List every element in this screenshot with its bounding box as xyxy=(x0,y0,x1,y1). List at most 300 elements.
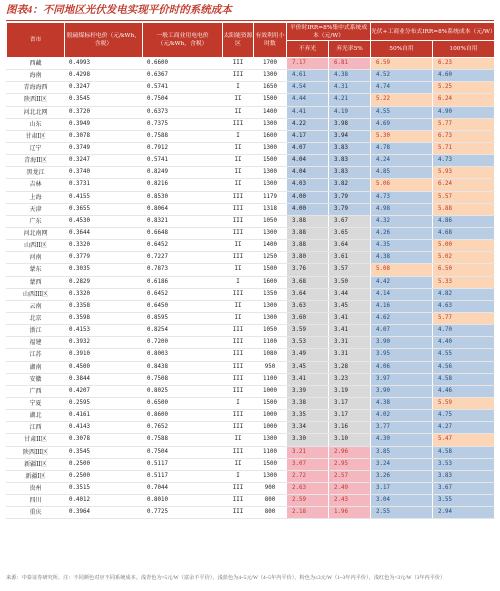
dist-cost-50-cell: 4.24 xyxy=(371,155,433,167)
grid-cost-cell: 4.17 xyxy=(287,130,329,142)
coal-price-cell: 0.3247 xyxy=(65,82,143,94)
grid-cost-curtail-cell: 3.44 xyxy=(329,288,371,300)
dist-cost-50-cell: 4.26 xyxy=(371,227,433,239)
grid-cost-curtail-cell: 3.41 xyxy=(329,312,371,324)
coal-price-cell: 0.2500 xyxy=(65,470,143,482)
dist-cost-100-cell: 5.93 xyxy=(433,167,495,179)
dist-cost-100-cell: 4.82 xyxy=(433,288,495,300)
province-cell: 宁夏 xyxy=(7,397,65,409)
dist-cost-100-cell: 5.77 xyxy=(433,312,495,324)
grid-cost-cell: 4.44 xyxy=(287,94,329,106)
province-cell: 蒙西 xyxy=(7,276,65,288)
grid-cost-cell: 2.63 xyxy=(287,482,329,494)
industrial-price-cell: 0.8254 xyxy=(143,325,223,337)
dist-cost-50-cell: 4.38 xyxy=(371,397,433,409)
province-cell: 天津 xyxy=(7,203,65,215)
solar-zone-cell: II xyxy=(223,142,254,154)
solar-zone-cell: III xyxy=(223,482,254,494)
dist-cost-100-cell: 5.77 xyxy=(433,118,495,130)
dist-cost-100-cell: 5.25 xyxy=(433,82,495,94)
coal-price-cell: 0.3598 xyxy=(65,312,143,324)
solar-zone-cell: III xyxy=(223,252,254,264)
table-row xyxy=(7,288,495,300)
hours-cell: 1100 xyxy=(254,446,287,458)
coal-price-cell: 0.3964 xyxy=(65,507,143,519)
hours-cell: 1300 xyxy=(254,227,287,239)
dist-cost-100-cell: 6.50 xyxy=(433,264,495,276)
province-cell: 青海海西 xyxy=(7,82,65,94)
dist-cost-100-cell: 5.57 xyxy=(433,191,495,203)
grid-cost-cell: 3.49 xyxy=(287,349,329,361)
industrial-price-cell: 0.8438 xyxy=(143,361,223,373)
dist-cost-100-cell: 4.27 xyxy=(433,422,495,434)
hours-cell: 1650 xyxy=(254,82,287,94)
grid-cost-cell: 3.63 xyxy=(287,300,329,312)
grid-cost-cell: 4.54 xyxy=(287,82,329,94)
hours-cell: 1600 xyxy=(254,276,287,288)
solar-zone-cell: I xyxy=(223,130,254,142)
industrial-price-cell: 0.7508 xyxy=(143,373,223,385)
industrial-price-cell: 0.7375 xyxy=(143,118,223,130)
grid-cost-cell: 3.80 xyxy=(287,252,329,264)
hours-cell: 800 xyxy=(254,495,287,507)
solar-zone-cell: III xyxy=(223,288,254,300)
grid-cost-curtail-cell: 3.50 xyxy=(329,276,371,288)
header-grid-group: 平价时IRR=8%集中式系统成本（元/W） xyxy=(287,23,371,41)
province-cell: 江苏 xyxy=(7,349,65,361)
grid-cost-cell: 4.07 xyxy=(287,142,329,154)
province-cell: 上海 xyxy=(7,191,65,203)
hours-cell: 800 xyxy=(254,507,287,519)
table-row xyxy=(7,70,495,82)
dist-cost-100-cell: 4.68 xyxy=(433,227,495,239)
solar-zone-cell: III xyxy=(223,373,254,385)
dist-cost-100-cell: 4.73 xyxy=(433,155,495,167)
industrial-price-cell: 0.7912 xyxy=(143,142,223,154)
industrial-price-cell: 0.6367 xyxy=(143,70,223,82)
dist-cost-100-cell: 2.94 xyxy=(433,507,495,519)
coal-price-cell: 0.2595 xyxy=(65,397,143,409)
grid-cost-curtail-cell: 4.19 xyxy=(329,106,371,118)
hours-cell: 1300 xyxy=(254,470,287,482)
grid-cost-curtail-cell: 3.41 xyxy=(329,325,371,337)
coal-price-cell: 0.3320 xyxy=(65,288,143,300)
dist-cost-100-cell: 4.55 xyxy=(433,349,495,361)
grid-cost-curtail-cell: 2.57 xyxy=(329,470,371,482)
industrial-price-cell: 0.7200 xyxy=(143,337,223,349)
industrial-price-cell: 0.5741 xyxy=(143,155,223,167)
province-cell: 广西 xyxy=(7,385,65,397)
industrial-price-cell: 0.8595 xyxy=(143,312,223,324)
solar-zone-cell: I xyxy=(223,470,254,482)
province-cell: 山西III区 xyxy=(7,288,65,300)
table-row xyxy=(7,507,495,519)
grid-cost-cell: 4.04 xyxy=(287,155,329,167)
table-row xyxy=(7,312,495,324)
grid-cost-curtail-cell: 2.95 xyxy=(329,458,371,470)
grid-cost-curtail-cell: 4.38 xyxy=(329,70,371,82)
industrial-price-cell: 0.7725 xyxy=(143,507,223,519)
province-cell: 湖南 xyxy=(7,361,65,373)
dist-cost-50-cell: 5.06 xyxy=(371,179,433,191)
dist-cost-50-cell: 4.02 xyxy=(371,410,433,422)
coal-price-cell: 0.3910 xyxy=(65,349,143,361)
solar-zone-cell: III xyxy=(223,361,254,373)
industrial-price-cell: 0.7652 xyxy=(143,422,223,434)
hours-cell: 1300 xyxy=(254,434,287,446)
grid-cost-curtail-cell: 3.83 xyxy=(329,142,371,154)
coal-price-cell: 0.2829 xyxy=(65,276,143,288)
industrial-price-cell: 0.8064 xyxy=(143,203,223,215)
grid-cost-curtail-cell: 2.96 xyxy=(329,446,371,458)
province-cell: 甘肃II区 xyxy=(7,434,65,446)
table-row xyxy=(7,276,495,288)
grid-cost-cell: 2.59 xyxy=(287,495,329,507)
dist-cost-50-cell: 3.24 xyxy=(371,458,433,470)
table-row xyxy=(7,240,495,252)
dist-cost-50-cell: 4.30 xyxy=(371,434,433,446)
grid-cost-cell: 4.03 xyxy=(287,179,329,191)
grid-cost-curtail-cell: 3.10 xyxy=(329,434,371,446)
hours-cell: 1179 xyxy=(254,191,287,203)
hours-cell: 1300 xyxy=(254,312,287,324)
dist-cost-100-cell: 5.59 xyxy=(433,397,495,409)
solar-zone-cell: II xyxy=(223,179,254,191)
dist-cost-50-cell: 4.78 xyxy=(371,142,433,154)
header-solar-zone: 太阳能资源区 xyxy=(223,23,254,58)
dist-cost-100-cell: 4.70 xyxy=(433,325,495,337)
table-row xyxy=(7,227,495,239)
header-industrial-price: 一般工商业用电电价（元/kWh，含税） xyxy=(143,23,223,58)
grid-cost-cell: 3.59 xyxy=(287,325,329,337)
industrial-price-cell: 0.6500 xyxy=(143,397,223,409)
table-row xyxy=(7,58,495,70)
table-row xyxy=(7,470,495,482)
grid-cost-curtail-cell: 3.28 xyxy=(329,361,371,373)
grid-cost-cell: 3.41 xyxy=(287,373,329,385)
dist-cost-100-cell: 4.46 xyxy=(433,385,495,397)
grid-cost-curtail-cell: 3.65 xyxy=(329,227,371,239)
province-cell: 新疆II区 xyxy=(7,458,65,470)
hours-cell: 1500 xyxy=(254,397,287,409)
dist-cost-50-cell: 4.74 xyxy=(371,82,433,94)
dist-cost-50-cell: 3.90 xyxy=(371,337,433,349)
province-cell: 黑龙江 xyxy=(7,167,65,179)
grid-cost-cell: 4.00 xyxy=(287,203,329,215)
dist-cost-50-cell: 3.17 xyxy=(371,482,433,494)
table-row xyxy=(7,373,495,385)
table-row xyxy=(7,179,495,191)
table-row xyxy=(7,252,495,264)
industrial-price-cell: 0.7588 xyxy=(143,130,223,142)
dist-cost-100-cell: 6.24 xyxy=(433,94,495,106)
table-row xyxy=(7,215,495,227)
hours-cell: 1100 xyxy=(254,337,287,349)
province-cell: 湖北 xyxy=(7,410,65,422)
hours-cell: 1000 xyxy=(254,385,287,397)
province-cell: 海南 xyxy=(7,70,65,82)
coal-price-cell: 0.3035 xyxy=(65,264,143,276)
coal-price-cell: 0.4530 xyxy=(65,215,143,227)
dist-cost-50-cell: 3.26 xyxy=(371,470,433,482)
grid-cost-curtail-cell: 2.43 xyxy=(329,495,371,507)
grid-cost-cell: 3.39 xyxy=(287,385,329,397)
header-self-use-50: 50%自用 xyxy=(371,41,433,58)
dist-cost-50-cell: 4.32 xyxy=(371,215,433,227)
dist-cost-50-cell: 3.95 xyxy=(371,349,433,361)
grid-cost-curtail-cell: 6.81 xyxy=(329,58,371,70)
grid-cost-cell: 2.72 xyxy=(287,470,329,482)
grid-cost-cell: 4.04 xyxy=(287,167,329,179)
table-row xyxy=(7,203,495,215)
header-dist-group: 光伏+工商业分布式IRR=8%系统成本（元/W） xyxy=(371,23,495,41)
table-row xyxy=(7,361,495,373)
source-footnote: 来源：中泰证券研究所。注：不同颜色对应不同系统成本。浅青色为>5元/W（富余不平价），浅蓝色为4~5元/W（4~5年内平价），粉色为≤3元/W（1~3年内平价），浅红色为<3元/W（3年内平价） xyxy=(6,575,446,581)
province-cell: 四川 xyxy=(7,495,65,507)
grid-cost-curtail-cell: 3.64 xyxy=(329,240,371,252)
grid-cost-cell: 4.00 xyxy=(287,191,329,203)
solar-zone-cell: II xyxy=(223,94,254,106)
dist-cost-100-cell: 3.53 xyxy=(433,458,495,470)
dist-cost-50-cell: 4.07 xyxy=(371,325,433,337)
province-cell: 重庆 xyxy=(7,507,65,519)
grid-cost-curtail-cell: 3.19 xyxy=(329,385,371,397)
solar-zone-cell: III xyxy=(223,337,254,349)
dist-cost-50-cell: 3.04 xyxy=(371,495,433,507)
grid-cost-cell: 4.61 xyxy=(287,70,329,82)
table-row xyxy=(7,142,495,154)
grid-cost-cell: 3.45 xyxy=(287,361,329,373)
dist-cost-100-cell: 4.75 xyxy=(433,410,495,422)
coal-price-cell: 0.4500 xyxy=(65,361,143,373)
hours-cell: 950 xyxy=(254,361,287,373)
dist-cost-50-cell: 4.52 xyxy=(371,70,433,82)
coal-price-cell: 0.4012 xyxy=(65,495,143,507)
table-row xyxy=(7,155,495,167)
header-hours: 有效利用小时数 xyxy=(254,23,287,58)
coal-price-cell: 0.3644 xyxy=(65,227,143,239)
hours-cell: 1300 xyxy=(254,70,287,82)
coal-price-cell: 0.3545 xyxy=(65,446,143,458)
dist-cost-100-cell: 4.86 xyxy=(433,215,495,227)
industrial-price-cell: 0.5117 xyxy=(143,458,223,470)
grid-cost-cell: 3.21 xyxy=(287,446,329,458)
dist-cost-50-cell: 4.16 xyxy=(371,300,433,312)
solar-zone-cell: III xyxy=(223,410,254,422)
dist-cost-100-cell: 3.67 xyxy=(433,482,495,494)
solar-zone-cell: III xyxy=(223,507,254,519)
province-cell: 贵州 xyxy=(7,482,65,494)
system-cost-table xyxy=(6,22,495,519)
table-row xyxy=(7,106,495,118)
dist-cost-50-cell: 3.77 xyxy=(371,422,433,434)
grid-cost-curtail-cell: 3.79 xyxy=(329,203,371,215)
coal-price-cell: 0.3749 xyxy=(65,142,143,154)
industrial-price-cell: 0.6600 xyxy=(143,58,223,70)
grid-cost-curtail-cell: 3.57 xyxy=(329,264,371,276)
hours-cell: 900 xyxy=(254,482,287,494)
solar-zone-cell: III xyxy=(223,325,254,337)
grid-cost-curtail-cell: 3.17 xyxy=(329,397,371,409)
grid-cost-cell: 3.30 xyxy=(287,434,329,446)
grid-cost-curtail-cell: 3.61 xyxy=(329,252,371,264)
solar-zone-cell: II xyxy=(223,155,254,167)
coal-price-cell: 0.3740 xyxy=(65,167,143,179)
grid-cost-curtail-cell: 3.82 xyxy=(329,179,371,191)
dist-cost-50-cell: 4.98 xyxy=(371,203,433,215)
province-cell: 西藏 xyxy=(7,58,65,70)
province-cell: 福建 xyxy=(7,337,65,349)
province-cell: 蒙东 xyxy=(7,264,65,276)
dist-cost-50-cell: 3.85 xyxy=(371,446,433,458)
solar-zone-cell: II xyxy=(223,106,254,118)
solar-zone-cell: III xyxy=(223,385,254,397)
solar-zone-cell: III xyxy=(223,227,254,239)
coal-price-cell: 0.3844 xyxy=(65,373,143,385)
header-no-curtail: 不弃光 xyxy=(287,41,329,58)
dist-cost-100-cell: 4.60 xyxy=(433,70,495,82)
header-province: 省市 xyxy=(7,23,65,58)
coal-price-cell: 0.4153 xyxy=(65,325,143,337)
solar-zone-cell: II xyxy=(223,300,254,312)
table-row xyxy=(7,434,495,446)
grid-cost-cell: 3.34 xyxy=(287,422,329,434)
table-row xyxy=(7,325,495,337)
hours-cell: 1350 xyxy=(254,288,287,300)
hours-cell: 1600 xyxy=(254,130,287,142)
industrial-price-cell: 0.7504 xyxy=(143,94,223,106)
province-cell: 陕西II区 xyxy=(7,94,65,106)
table-row xyxy=(7,82,495,94)
solar-zone-cell: II xyxy=(223,240,254,252)
grid-cost-cell: 3.88 xyxy=(287,227,329,239)
table-row xyxy=(7,495,495,507)
hours-cell: 1000 xyxy=(254,410,287,422)
dist-cost-50-cell: 5.30 xyxy=(371,130,433,142)
table-header-row xyxy=(7,23,495,41)
grid-cost-cell: 4.41 xyxy=(287,106,329,118)
dist-cost-100-cell: 5.71 xyxy=(433,142,495,154)
province-cell: 浙江 xyxy=(7,325,65,337)
figure-title: 图表4：不同地区光伏发电实现平价时的系统成本 xyxy=(6,5,232,16)
table-row xyxy=(7,300,495,312)
industrial-price-cell: 0.6452 xyxy=(143,288,223,300)
industrial-price-cell: 0.8249 xyxy=(143,167,223,179)
table-body xyxy=(7,58,495,519)
table-row xyxy=(7,446,495,458)
grid-cost-cell: 7.17 xyxy=(287,58,329,70)
industrial-price-cell: 0.7873 xyxy=(143,264,223,276)
grid-cost-cell: 3.88 xyxy=(287,215,329,227)
solar-zone-cell: I xyxy=(223,397,254,409)
dist-cost-100-cell: 6.24 xyxy=(433,179,495,191)
province-cell: 安徽 xyxy=(7,373,65,385)
grid-cost-cell: 2.18 xyxy=(287,507,329,519)
solar-zone-cell: II xyxy=(223,264,254,276)
coal-price-cell: 0.3655 xyxy=(65,203,143,215)
province-cell: 山东 xyxy=(7,118,65,130)
grid-cost-cell: 3.76 xyxy=(287,264,329,276)
dist-cost-100-cell: 5.33 xyxy=(433,276,495,288)
header-curtail-5: 弃光率5% xyxy=(329,41,371,58)
solar-zone-cell: II xyxy=(223,312,254,324)
grid-cost-curtail-cell: 4.21 xyxy=(329,94,371,106)
dist-cost-100-cell: 4.63 xyxy=(433,300,495,312)
province-cell: 北京 xyxy=(7,312,65,324)
dist-cost-100-cell: 3.55 xyxy=(433,495,495,507)
solar-zone-cell: III xyxy=(223,203,254,215)
coal-price-cell: 0.3949 xyxy=(65,118,143,130)
table-row xyxy=(7,118,495,130)
grid-cost-curtail-cell: 3.23 xyxy=(329,373,371,385)
province-cell: 甘肃I区 xyxy=(7,130,65,142)
coal-price-cell: 0.3078 xyxy=(65,130,143,142)
dist-cost-100-cell: 4.58 xyxy=(433,373,495,385)
dist-cost-50-cell: 4.85 xyxy=(371,167,433,179)
title-divider xyxy=(6,20,494,21)
dist-cost-50-cell: 2.55 xyxy=(371,507,433,519)
hours-cell: 1300 xyxy=(254,167,287,179)
hours-cell: 1250 xyxy=(254,252,287,264)
solar-zone-cell: III xyxy=(223,191,254,203)
coal-price-cell: 0.4161 xyxy=(65,410,143,422)
industrial-price-cell: 0.8025 xyxy=(143,385,223,397)
hours-cell: 1080 xyxy=(254,349,287,361)
dist-cost-50-cell: 4.14 xyxy=(371,288,433,300)
solar-zone-cell: II xyxy=(223,458,254,470)
hours-cell: 1300 xyxy=(254,179,287,191)
industrial-price-cell: 0.6450 xyxy=(143,300,223,312)
table-row xyxy=(7,422,495,434)
header-self-use-100: 100%自用 xyxy=(433,41,495,58)
hours-cell: 1100 xyxy=(254,373,287,385)
solar-zone-cell: I xyxy=(223,276,254,288)
province-cell: 新疆I区 xyxy=(7,470,65,482)
province-cell: 陕西III区 xyxy=(7,446,65,458)
table-row xyxy=(7,349,495,361)
hours-cell: 1400 xyxy=(254,106,287,118)
dist-cost-100-cell: 6.23 xyxy=(433,58,495,70)
dist-cost-50-cell: 4.06 xyxy=(371,361,433,373)
dist-cost-100-cell: 5.88 xyxy=(433,203,495,215)
grid-cost-curtail-cell: 3.79 xyxy=(329,191,371,203)
grid-cost-cell: 4.22 xyxy=(287,118,329,130)
solar-zone-cell: III xyxy=(223,118,254,130)
dist-cost-100-cell: 4.58 xyxy=(433,446,495,458)
dist-cost-100-cell: 4.40 xyxy=(433,337,495,349)
hours-cell: 1500 xyxy=(254,264,287,276)
table-row xyxy=(7,167,495,179)
grid-cost-cell: 3.53 xyxy=(287,337,329,349)
coal-price-cell: 0.3358 xyxy=(65,300,143,312)
grid-cost-curtail-cell: 1.96 xyxy=(329,507,371,519)
solar-zone-cell: III xyxy=(223,422,254,434)
coal-price-cell: 0.4155 xyxy=(65,191,143,203)
grid-cost-curtail-cell: 3.31 xyxy=(329,349,371,361)
hours-cell: 1300 xyxy=(254,142,287,154)
industrial-price-cell: 0.8216 xyxy=(143,179,223,191)
coal-price-cell: 0.3320 xyxy=(65,240,143,252)
hours-cell: 1700 xyxy=(254,58,287,70)
province-cell: 吉林 xyxy=(7,179,65,191)
province-cell: 青海II区 xyxy=(7,155,65,167)
table-row xyxy=(7,264,495,276)
coal-price-cell: 0.3720 xyxy=(65,106,143,118)
solar-zone-cell: III xyxy=(223,215,254,227)
grid-cost-curtail-cell: 3.31 xyxy=(329,337,371,349)
province-cell: 江西 xyxy=(7,422,65,434)
industrial-price-cell: 0.5741 xyxy=(143,82,223,94)
